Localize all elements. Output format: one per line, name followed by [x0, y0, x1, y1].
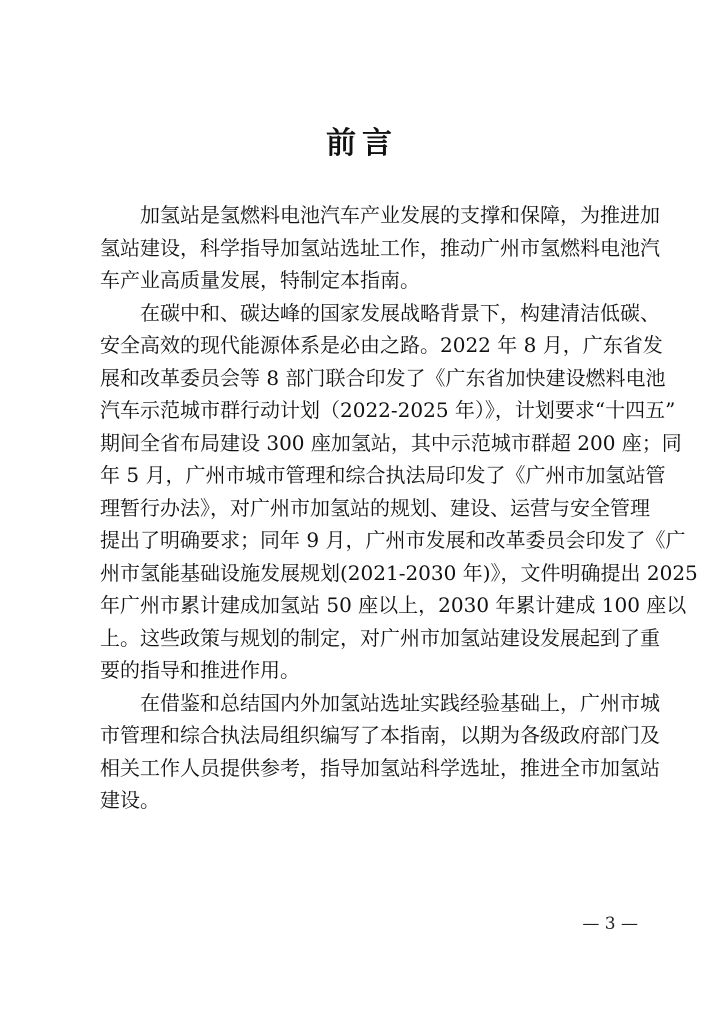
text-line: 相关工作人员提供参考，指导加氢站科学选址，推进全市加氢站: [100, 755, 660, 780]
text-line: 加氢站是氢燃料电池汽车产业发展的支撑和保障，为推进加: [140, 203, 660, 227]
text-line: 提出了明确要求；同年 9 月，广州市发展和改革委员会印发了《广: [100, 528, 686, 552]
body-text: [100, 199, 698, 817]
text-line: 氢站建设，科学指导加氢站选址工作，推动广州市氢燃料电池汽: [100, 235, 660, 260]
page-number: — 3 —: [582, 914, 638, 934]
paragraph-purpose: [100, 687, 660, 817]
text-line: 要的指导和推进作用。: [100, 658, 300, 682]
text-line: 汽车示范城市群行动计划（2022-2025 年）》，计划要求“十四五”: [100, 398, 676, 422]
page-title: 前言: [326, 126, 398, 161]
paragraph-intro: [100, 199, 660, 297]
text-line: 年 5 月，广州市城市管理和综合执法局印发了《广州市加氢站管: [100, 463, 666, 487]
text-line: 安全高效的现代能源体系是必由之路。2022 年 8 月，广东省发: [100, 333, 663, 357]
paragraph-background: [100, 297, 698, 687]
text-line: 在碳中和、碳达峰的国家发展战略背景下，构建清洁低碳、: [140, 300, 660, 325]
text-line: 年广州市累计建成加氢站 50 座以上，2030 年累计建成 100 座以: [100, 593, 687, 617]
text-line: 州市氢能基础设施发展规划(2021-2030 年)》，文件明确提出 2025: [100, 560, 698, 585]
text-line: 在借鉴和总结国内外加氢站选址实践经验基础上，广州市城: [140, 690, 660, 715]
text-line: 理暂行办法》，对广州市加氢站的规划、建设、运营与安全管理: [100, 495, 650, 520]
text-line: 期间全省布局建设 300 座加氢站，其中示范城市群超 200 座；同: [100, 430, 682, 455]
text-line: 展和改革委员会等 8 部门联合印发了《广东省加快建设燃料电池: [100, 365, 666, 390]
text-line: 建设。: [100, 788, 160, 812]
text-line: 上。这些政策与规划的制定，对广州市加氢站建设发展起到了重: [100, 625, 660, 650]
text-line: 车产业高质量发展，特制定本指南。: [100, 268, 420, 292]
text-line: 市管理和综合执法局组织编写了本指南，以期为各级政府部门及: [100, 723, 660, 747]
